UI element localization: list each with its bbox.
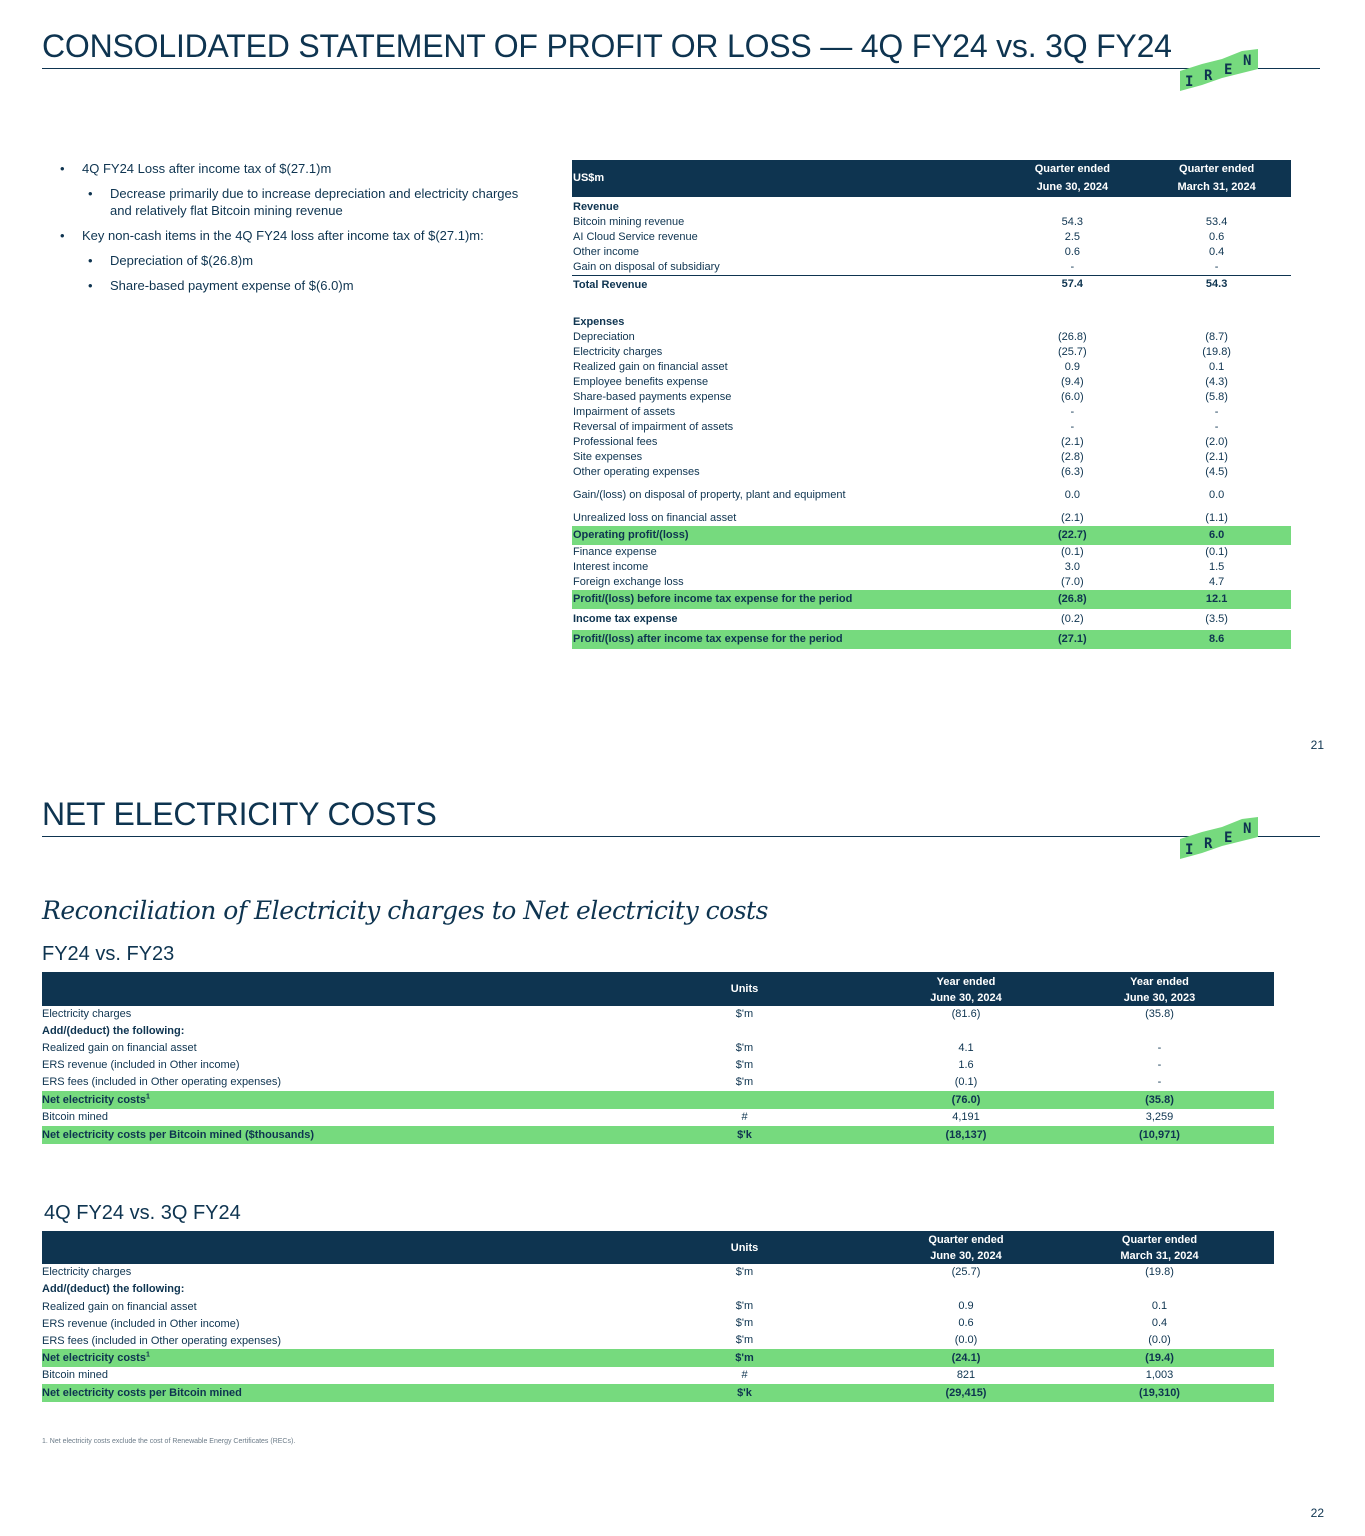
table-row: Bitcoin mined # 4,191 3,259: [42, 1111, 1174, 1123]
column-header-prior: Year ended June 30, 2023: [1045, 972, 1274, 1006]
column-header-units: Units: [602, 1231, 887, 1264]
bullet-item: • 4Q FY24 Loss after income tax of $(27.1)m: [60, 160, 530, 177]
cost-per-bitcoin-row: Net electricity costs per Bitcoin mined ($thousands) $'k (18,137) (10,971): [42, 1126, 1274, 1144]
title-rule: [42, 68, 1320, 69]
profit-after-tax-row: Profit/(loss) after income tax expense for the period (27.1) 8.6: [572, 630, 1291, 649]
table-header-row: [572, 160, 1291, 197]
table-row: ERS revenue (included in Other income) $'m 0.6 0.4: [42, 1317, 1168, 1330]
table-header-row: [42, 972, 1274, 1006]
column-header-current: Quarter ended June 30, 2024: [1002, 160, 1142, 197]
cost-per-bitcoin-row: Net electricity costs per Bitcoin mined $'k (29,415) (19,310): [42, 1384, 1274, 1402]
footnote: 1. Net electricity costs exclude the cost of Renewable Energy Certificates (RECs).: [42, 1438, 296, 1445]
bullet-subitem: • Depreciation of $(26.8)m: [88, 252, 530, 269]
column-header-prior: Quarter ended March 31, 2024: [1142, 160, 1291, 197]
total-revenue-row: Total Revenue 57.4 54.3: [573, 278, 1228, 291]
page-title: CONSOLIDATED STATEMENT OF PROFIT OR LOSS — 4Q FY24 vs. 3Q FY24: [42, 28, 1172, 64]
svg-text:R: R: [1204, 68, 1213, 84]
table-row: ERS revenue (included in Other income) $'m 1.6 -: [42, 1059, 1162, 1071]
table-row: Realized gain on financial asset 0.9 0.1: [573, 361, 1225, 373]
column-header-label: US$m: [572, 160, 1002, 197]
section-heading-row: Revenue: [573, 201, 619, 213]
section-heading-row: Expenses: [573, 316, 625, 328]
fy-electricity-table: [42, 972, 1274, 1144]
table-row: Gain on disposal of subsidiary - -: [572, 260, 1291, 276]
svg-text:N: N: [1243, 821, 1252, 837]
section-subtitle: Reconciliation of Electricity charges to Net electricity costs: [42, 896, 768, 925]
table-row: Realized gain on financial asset $'m 0.9 0.1: [42, 1300, 1168, 1313]
title-rule: [42, 836, 1320, 837]
table-row: Site expenses (2.8) (2.1): [573, 451, 1228, 463]
svg-text:I: I: [1185, 842, 1194, 858]
profit-before-tax-row: Profit/(loss) before income tax expense for the period (26.8) 12.1: [572, 590, 1291, 609]
column-header-units: Units: [602, 972, 887, 1006]
fy-comparison-heading: FY24 vs. FY23: [42, 943, 175, 965]
page-number: 22: [1310, 1506, 1324, 1520]
income-tax-row: Income tax expense (0.2) (3.5): [573, 613, 1228, 625]
svg-text:E: E: [1224, 62, 1233, 78]
column-header-current: Year ended June 30, 2024: [887, 972, 1045, 1006]
iren-logo-icon: [1178, 47, 1260, 91]
profit-loss-table: [572, 160, 1291, 649]
table-row: ERS fees (included in Other operating expenses) $'m (0.0) (0.0): [42, 1334, 1171, 1347]
table-row: Gain/(loss) on disposal of property, plant and equipment 0.0 0.0: [573, 489, 1225, 501]
table-row: Electricity charges (25.7) (19.8): [573, 346, 1231, 358]
column-header-current: Quarter ended June 30, 2024: [887, 1231, 1045, 1264]
table-row: AI Cloud Service revenue 2.5 0.6: [573, 231, 1225, 243]
table-row: Depreciation (26.8) (8.7): [573, 331, 1228, 343]
operating-profit-row: Operating profit/(loss) (22.7) 6.0: [572, 526, 1291, 545]
table-row: Realized gain on financial asset $'m 4.1 -: [42, 1042, 1162, 1054]
table-row: Foreign exchange loss (7.0) 4.7: [573, 576, 1225, 588]
quarter-comparison-heading: 4Q FY24 vs. 3Q FY24: [44, 1202, 241, 1224]
table-row: Bitcoin mining revenue 54.3 53.4: [573, 216, 1228, 228]
summary-bullets: [60, 160, 530, 302]
svg-text:N: N: [1243, 53, 1252, 69]
table-row: Share-based payments expense (6.0) (5.8): [573, 391, 1228, 403]
svg-text:I: I: [1185, 74, 1194, 90]
table-row: Reversal of impairment of assets - -: [573, 421, 1219, 433]
table-row: Electricity charges $'m (25.7) (19.8): [42, 1266, 1174, 1278]
table-row: Professional fees (2.1) (2.0): [573, 436, 1228, 448]
svg-text:R: R: [1204, 836, 1213, 852]
table-row: ERS fees (included in Other operating expenses) $'m (0.1) -: [42, 1076, 1162, 1088]
net-electricity-costs-row: Net electricity costs$^1$ (76.0) (35.8): [42, 1091, 1274, 1109]
section-heading-row: Add/(deduct) the following:: [42, 1283, 185, 1295]
table-row: Employee benefits expense (9.4) (4.3): [573, 376, 1228, 388]
bullet-subitem: • Share-based payment expense of $(6.0)m: [88, 277, 530, 294]
table-header-row: [42, 1231, 1274, 1264]
table-row: Finance expense (0.1) (0.1): [573, 546, 1228, 558]
page-number: 21: [1310, 738, 1324, 752]
svg-text:E: E: [1224, 830, 1233, 846]
slide-net-electricity-costs: [0, 768, 1365, 1536]
table-row: Electricity charges $'m (81.6) (35.8): [42, 1008, 1174, 1020]
bullet-subitem: • Decrease primarily due to increase depreciation and electricity charges and relatively flat Bitcoin mining revenue: [88, 185, 530, 219]
bullet-item: • Key non-cash items in the 4Q FY24 loss after income tax of $(27.1)m:: [60, 227, 530, 244]
quarter-electricity-table: [42, 1231, 1274, 1402]
column-header-prior: Quarter ended March 31, 2024: [1045, 1231, 1274, 1264]
table-row: Impairment of assets - -: [573, 406, 1219, 418]
table-row: Other operating expenses (6.3) (4.5): [573, 466, 1228, 478]
table-row: Bitcoin mined # 821 1,003: [42, 1369, 1174, 1381]
section-heading-row: Add/(deduct) the following:: [42, 1025, 185, 1037]
iren-logo-icon: [1178, 815, 1260, 859]
table-row: Interest income 3.0 1.5: [573, 561, 1225, 573]
page-title: NET ELECTRICITY COSTS: [42, 796, 437, 832]
net-electricity-costs-row: Net electricity costs$^1$ $'m (24.1) (19.4): [42, 1349, 1274, 1367]
table-row: Unrealized loss on financial asset (2.1) (1.1): [573, 512, 1228, 524]
table-row: Other income 0.6 0.4: [573, 246, 1225, 258]
